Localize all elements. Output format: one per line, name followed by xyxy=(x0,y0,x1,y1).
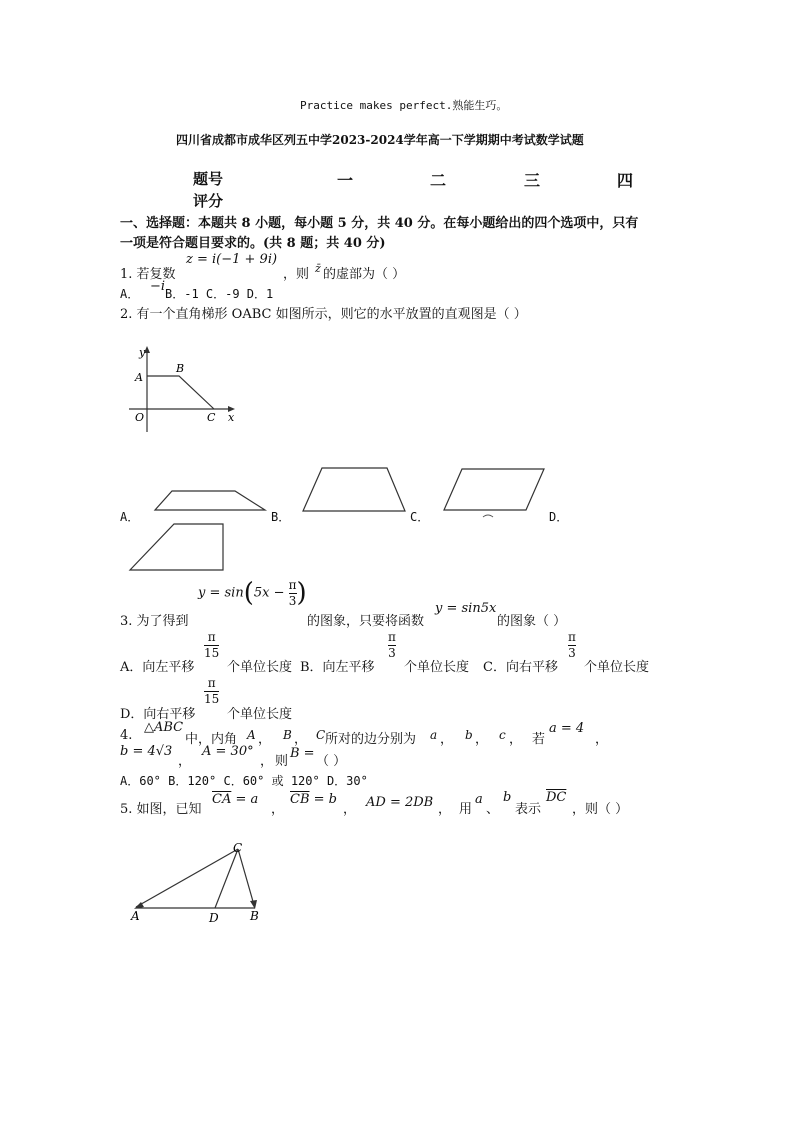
q5-comma-3: ， xyxy=(438,802,452,817)
q4-options: A．60° B．120° C．60° 或 120° D．30° xyxy=(120,774,368,788)
q3-option-b-prefix: B．向左平移 xyxy=(300,660,375,675)
q5-comma-2: ， xyxy=(343,802,357,817)
q3-middle: 的图象，只要将函数 xyxy=(307,614,425,629)
q2-figure-trapezoid xyxy=(126,340,241,435)
q5-comma-1: ， xyxy=(271,802,285,817)
q3-formula-arg: 5x − xyxy=(253,585,285,601)
q3-option-d-fraction: $\frac{\pi}{15}$ xyxy=(204,676,220,706)
section-heading-line1: 一、选择题：本题共 8 小题，每小题 5 分，共 40 分。在每小题给出的四个选项中，只有 xyxy=(120,216,639,231)
vector-ca xyxy=(136,849,238,907)
q4-comma-7: ， xyxy=(178,754,192,769)
q5-vec-ca: $\overline{CA} = a$ xyxy=(212,792,259,807)
fig-label-x: x xyxy=(228,411,235,424)
q4-triangle: △ABC xyxy=(144,720,184,735)
table-col-2: 二 xyxy=(430,171,447,190)
q3-option-a-prefix: A．向左平移 xyxy=(120,660,195,675)
q3-option-a-unit: 个单位长度 xyxy=(227,660,293,675)
section-heading-line2: 一项是符合题目要求的。(共 8 题；共 40 分) xyxy=(120,236,386,251)
q4-condition-angle: A = 30° xyxy=(202,744,254,759)
q1-suffix: 的虚部为（ ） xyxy=(323,267,406,282)
q2-option-c: C． xyxy=(410,510,430,524)
q4-condition-b: b = 4√3 xyxy=(120,744,173,759)
q4-comma-5: ， xyxy=(509,732,523,747)
segment-cd xyxy=(215,849,238,908)
q3-option-d-unit: 个单位长度 xyxy=(227,707,293,722)
q4-comma-4: ， xyxy=(475,732,489,747)
q4-paren: （ ） xyxy=(316,754,347,769)
q3-option-c-fraction: $\frac{\pi}{3}$ xyxy=(568,630,576,660)
q3-formula: y = sin(5x − $\frac{\pi}{3}$ ) xyxy=(198,577,307,608)
q3-option-d-prefix: D．向右平移 xyxy=(120,707,196,722)
q5-suffix: ，则（ ） xyxy=(572,802,629,817)
fig-label-c: C xyxy=(207,411,216,424)
q4-comma-1: ， xyxy=(258,732,272,747)
q5-vec-dc: $\overline{DC}$ xyxy=(546,790,567,805)
q5-dun: 、 xyxy=(486,802,500,817)
q5-vec-b: b xyxy=(503,790,512,805)
q4-condition-a: a = 4 xyxy=(549,721,585,736)
fig-label-y: y xyxy=(139,346,146,359)
q3-option-a-fraction: $\frac{\pi}{15}$ xyxy=(204,630,220,660)
q5-condition: AD = 2DB xyxy=(366,795,434,810)
q3-option-c-prefix: C．向右平移 xyxy=(483,660,558,675)
q4-comma-8: ， xyxy=(260,754,274,769)
q4-text3: 若 xyxy=(532,732,546,747)
q5-use: 用 xyxy=(459,802,473,817)
q1-options-rest: B．-1 C．-9 D．1 xyxy=(165,287,274,301)
q3-suffix: 的图象（ ） xyxy=(497,614,567,629)
table-col-4: 四 xyxy=(617,171,634,190)
q4-comma-3: ， xyxy=(440,732,454,747)
q2-option-b: B． xyxy=(271,510,291,524)
q4-angle-c: C xyxy=(316,728,326,742)
q2-text: 2. 有一个直角梯形 OABC 如图所示，则它的水平放置的直观图是（ ） xyxy=(120,307,527,322)
q3-formula-lhs: y = sin xyxy=(198,585,244,601)
q5-prefix: 5. 如图，已知 xyxy=(120,802,202,817)
q3-function: y = sin5x xyxy=(435,601,497,616)
q4-text1: 中，内角 xyxy=(185,732,238,747)
q5-vec-a: a xyxy=(475,792,483,807)
fig-label-b: B xyxy=(176,362,185,375)
fig-label-c: C xyxy=(233,841,243,855)
q4-text4: 则 xyxy=(275,754,289,769)
q5-represent: 表示 xyxy=(515,802,542,817)
q1-option-a: A． xyxy=(120,287,140,301)
q3-formula-fraction: $\frac{\pi}{3}$ xyxy=(288,577,297,608)
q4-side-c: c xyxy=(499,728,506,742)
q4-side-b: b xyxy=(465,728,473,742)
page-title: 四川省成都市成华区列五中学2023-2024学年高一下学期期中考试数学试题 xyxy=(176,133,584,147)
fig-label-d: D xyxy=(209,911,219,925)
q1-prefix: 1. 若复数 xyxy=(120,267,176,282)
fig-label-o: O xyxy=(135,411,145,424)
q4-text2: 所对的边分别为 xyxy=(325,732,417,747)
q1-option-a-value: −i xyxy=(150,279,166,294)
q2-option-d-shape xyxy=(126,521,226,573)
vector-cb xyxy=(238,849,254,905)
q4-angle-b: B xyxy=(283,728,292,742)
q5-vec-cb: $\overline{CB} = b$ xyxy=(290,792,337,807)
q2-option-c-shape xyxy=(440,466,550,518)
q4-ask: B = xyxy=(290,746,315,761)
fig-label-a: A xyxy=(135,371,143,384)
q4-angle-a: A xyxy=(247,728,256,742)
q3-option-c-unit: 个单位长度 xyxy=(584,660,650,675)
trapezoid-edge xyxy=(147,376,214,409)
fig-label-a: A xyxy=(131,909,140,923)
q3-prefix: 3. 为了得到 xyxy=(120,614,189,629)
q1-middle: ，则 xyxy=(283,267,310,282)
q1-formula: z = i(−1 + 9i) xyxy=(186,252,278,267)
q3-option-b-fraction: $\frac{\pi}{3}$ xyxy=(388,630,396,660)
fig-label-b: B xyxy=(250,909,259,923)
q1-zbar: z̄ xyxy=(315,262,321,275)
q4-number: 4. xyxy=(120,728,133,743)
q2-option-b-shape xyxy=(300,465,410,515)
q2-option-d: D． xyxy=(549,510,569,524)
table-label-question-no: 题号 xyxy=(193,170,224,188)
q4-comma-6: ， xyxy=(595,732,609,747)
q4-comma-2: ， xyxy=(294,732,308,747)
q4-side-a: a xyxy=(430,728,438,742)
q2-option-a-shape xyxy=(150,488,270,514)
table-col-1: 一 xyxy=(337,171,354,190)
motto: Practice makes perfect.熟能生巧。 xyxy=(300,99,508,112)
table-label-score: 评分 xyxy=(193,192,224,210)
q3-option-b-unit: 个单位长度 xyxy=(404,660,470,675)
q2-option-a: A． xyxy=(120,510,140,524)
q5-figure-triangle xyxy=(126,838,266,928)
table-col-3: 三 xyxy=(524,171,541,190)
